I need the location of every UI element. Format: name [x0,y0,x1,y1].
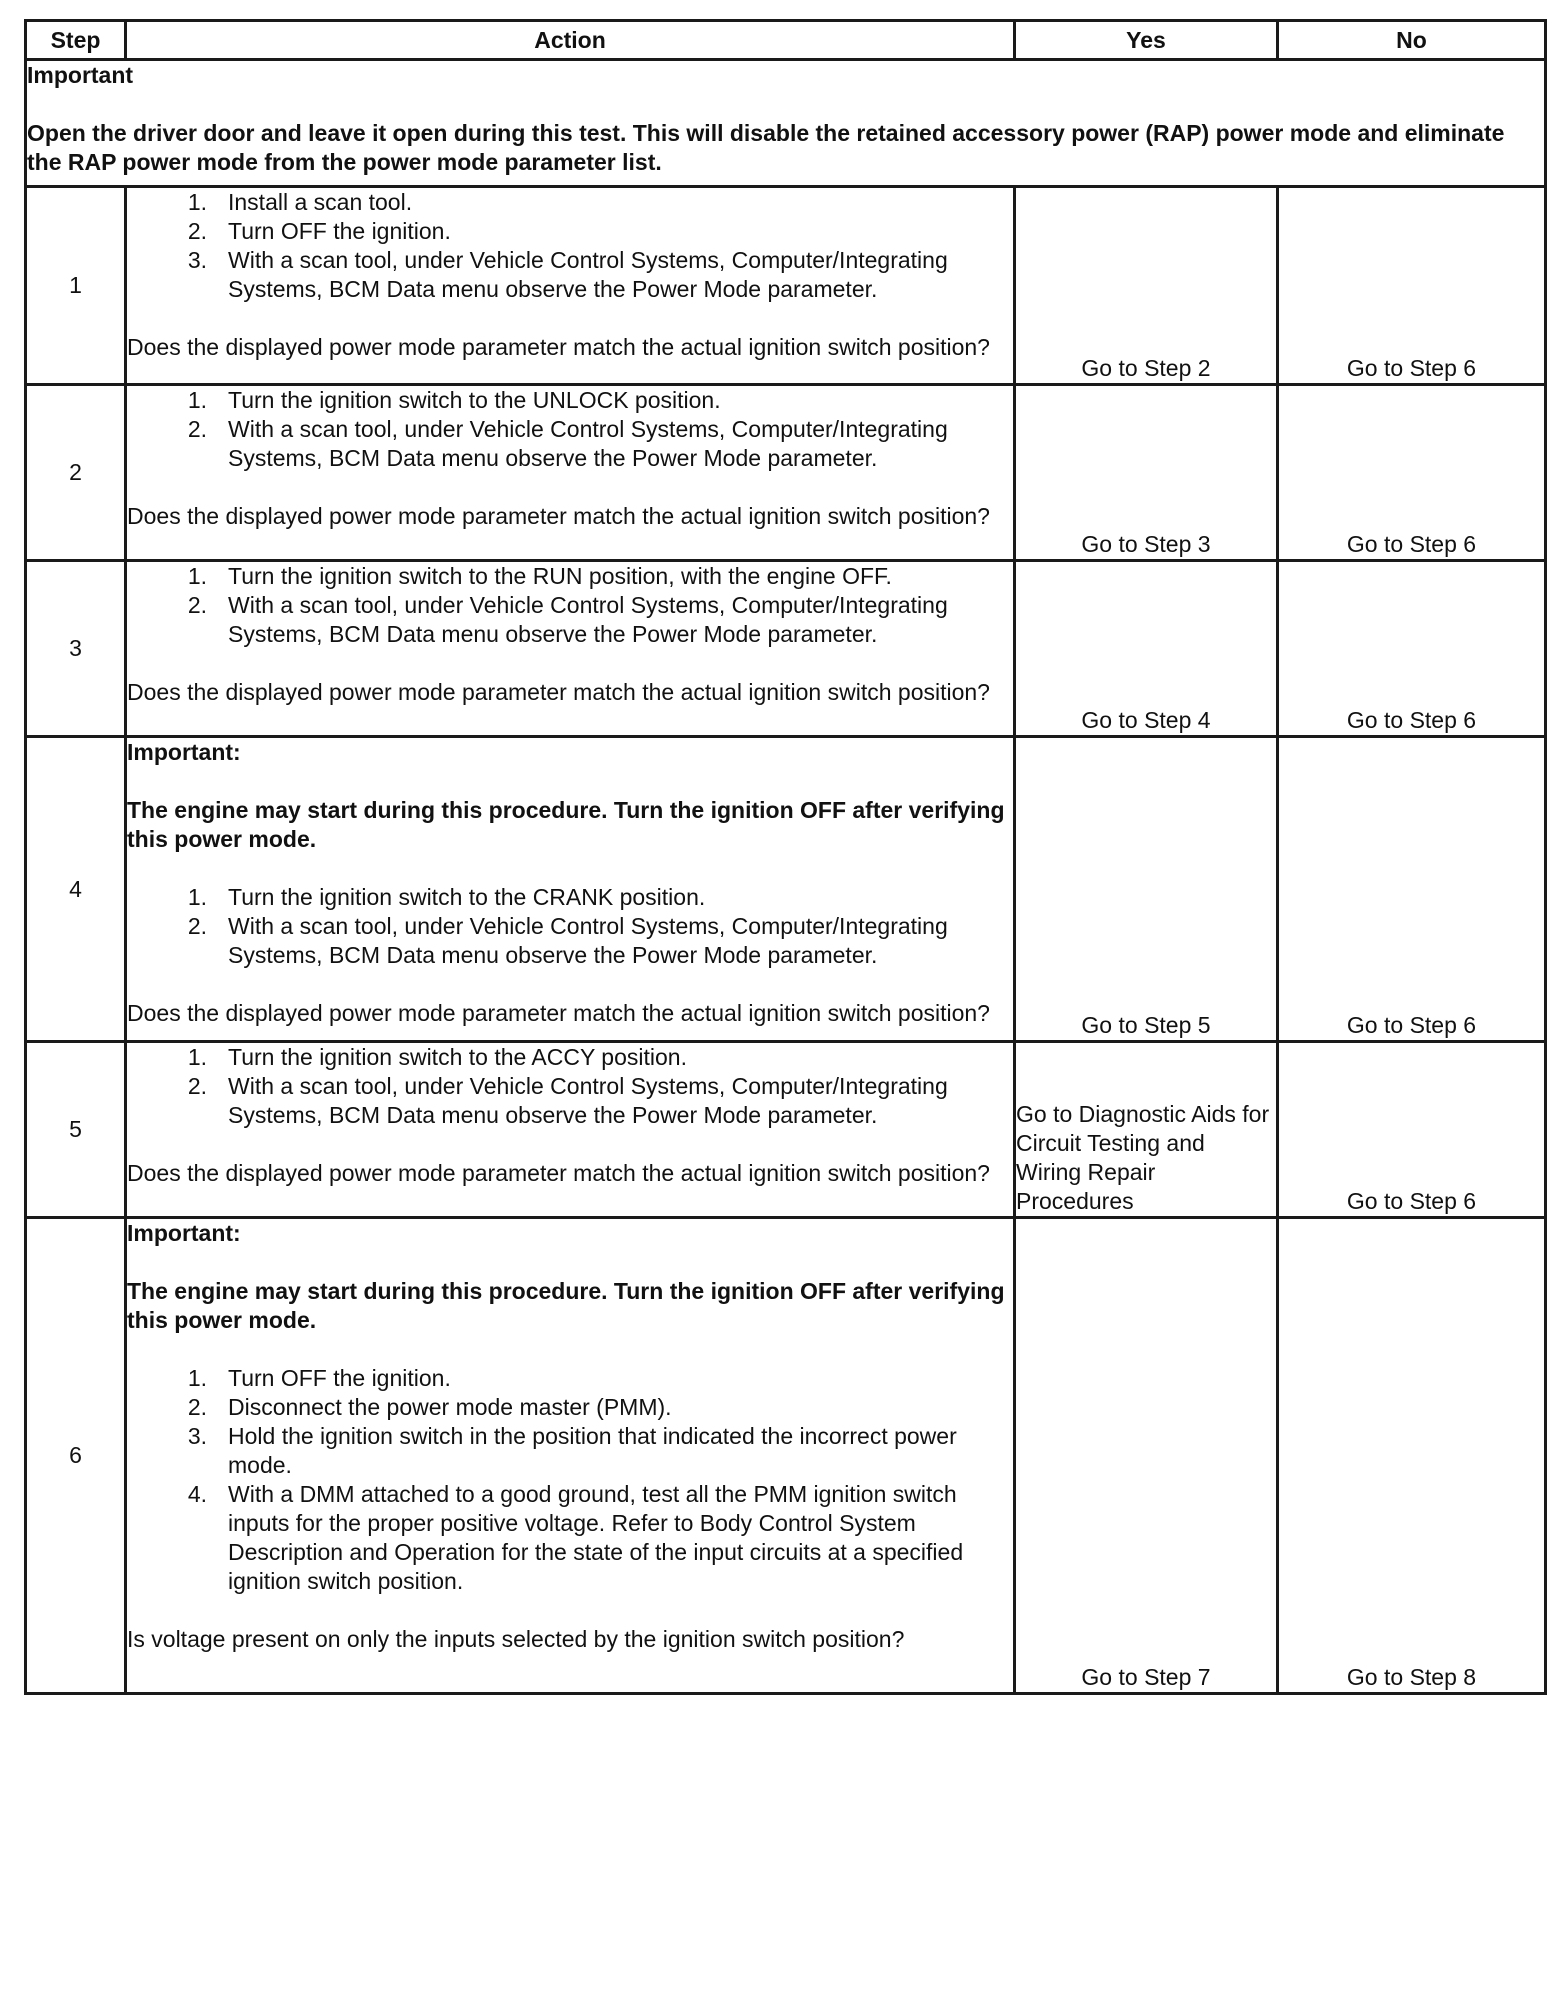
important-label: Important: [127,1220,241,1246]
step-question: Does the displayed power mode parameter match the actual ignition switch position? [127,1160,990,1186]
header-yes: Yes [1015,21,1278,60]
table-row [26,187,1546,385]
list-item: 2. Disconnect the power mode master (PMM). [187,1394,672,1420]
table-row [26,561,1546,737]
no-result: Go to Step 6 [1278,187,1546,385]
list-item: 2. With a scan tool, under Vehicle Control Systems, Computer/Integrating Systems, BCM Data menu observe the Power Mode parameter. [187,416,948,471]
step-question: Is voltage present on only the inputs selected by the ignition switch position? [127,1626,905,1652]
important-text: The engine may start during this procedure. Turn the ignition OFF after verifying this power mode. [127,797,1005,852]
list-item: 1. Turn OFF the ignition. [187,1365,451,1391]
step-number: 4 [26,737,126,1042]
instruction-list [127,1043,1013,1130]
list-item: 1. Turn the ignition switch to the UNLOCK position. [187,387,721,413]
step-question: Does the displayed power mode parameter match the actual ignition switch position? [127,1000,990,1026]
list-item: 1. Turn the ignition switch to the CRANK position. [187,884,706,910]
list-item: 2. Turn OFF the ignition. [187,218,451,244]
instruction-list [127,883,1013,970]
instruction-list [127,562,1013,649]
step-action [126,1218,1015,1694]
diagnostic-table [24,19,1547,1695]
step-action [126,1042,1015,1218]
important-note [26,60,1546,187]
step-question: Does the displayed power mode parameter match the actual ignition switch position? [127,503,990,529]
list-item: 1. Turn the ignition switch to the RUN position, with the engine OFF. [187,563,892,589]
table-row [26,385,1546,561]
step-question: Does the displayed power mode parameter match the actual ignition switch position? [127,334,990,360]
table-row [26,1042,1546,1218]
header-action: Action [126,21,1015,60]
step-number: 2 [26,385,126,561]
step-action [126,561,1015,737]
list-item: 1. Install a scan tool. [187,189,413,215]
instruction-list [127,188,1013,304]
important-text: Open the driver door and leave it open during this test. This will disable the retained accessory power (RAP) power mode and eliminate the RAP power mode from the power mode parameter list. [27,120,1505,175]
no-result: Go to Step 6 [1278,1042,1546,1218]
instruction-list [127,1364,1013,1596]
list-item: 1. Turn the ignition switch to the ACCY position. [187,1044,687,1070]
list-item: 2. With a scan tool, under Vehicle Control Systems, Computer/Integrating Systems, BCM Data menu observe the Power Mode parameter. [187,913,948,968]
step-number: 3 [26,561,126,737]
table-row [26,737,1546,1042]
yes-result: Go to Step 3 [1015,385,1278,561]
header-step: Step [26,21,126,60]
important-label: Important: [127,739,241,765]
no-result: Go to Step 6 [1278,385,1546,561]
header-no: No [1278,21,1546,60]
header-row [26,21,1546,60]
yes-result: Go to Step 5 [1015,737,1278,1042]
yes-result: Go to Step 2 [1015,187,1278,385]
step-action [126,385,1015,561]
step-action [126,187,1015,385]
important-row [26,60,1546,187]
step-number: 6 [26,1218,126,1694]
list-item: 3. With a scan tool, under Vehicle Control Systems, Computer/Integrating Systems, BCM Data menu observe the Power Mode parameter. [187,247,948,302]
step-action [126,737,1015,1042]
list-item: 4. With a DMM attached to a good ground, test all the PMM ignition switch inputs for the proper positive voltage. Refer to Body Control System Description and Operation for the state of the input circuits at a specified ignition switch position. [187,1481,964,1594]
important-text: The engine may start during this procedure. Turn the ignition OFF after verifying this power mode. [127,1278,1005,1333]
list-item: 2. With a scan tool, under Vehicle Control Systems, Computer/Integrating Systems, BCM Data menu observe the Power Mode parameter. [187,1073,948,1128]
yes-result: Go to Step 7 [1015,1218,1278,1694]
instruction-list [127,386,1013,473]
list-item: 2. With a scan tool, under Vehicle Control Systems, Computer/Integrating Systems, BCM Data menu observe the Power Mode parameter. [187,592,948,647]
yes-result: Go to Diagnostic Aids for Circuit Testing and Wiring Repair Procedures [1015,1042,1278,1218]
list-item: 3. Hold the ignition switch in the position that indicated the incorrect power mode. [187,1423,957,1478]
step-question: Does the displayed power mode parameter match the actual ignition switch position? [127,679,990,705]
important-label: Important [27,62,134,88]
no-result: Go to Step 8 [1278,1218,1546,1694]
yes-result: Go to Step 4 [1015,561,1278,737]
no-result: Go to Step 6 [1278,561,1546,737]
step-number: 5 [26,1042,126,1218]
step-number: 1 [26,187,126,385]
no-result: Go to Step 6 [1278,737,1546,1042]
table-row [26,1218,1546,1694]
